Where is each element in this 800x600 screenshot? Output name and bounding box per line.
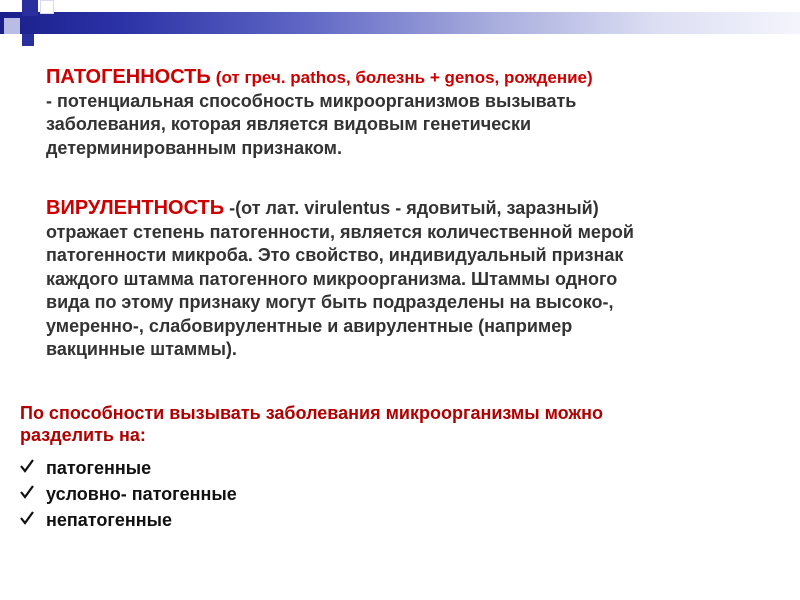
virulence-line-2: патогенности микроба. Это свойство, индивидуальный признак	[46, 245, 624, 265]
list-item	[20, 455, 237, 481]
classification-intro-line-1: По способности вызывать заболевания микроорганизмы можно	[20, 403, 604, 423]
virulence-line-1: отражает степень патогенности, является количественной мерой	[46, 221, 634, 242]
pathogenicity-term: ПАТОГЕННОСТЬ	[46, 66, 211, 88]
header-square-dark	[22, 0, 38, 16]
header-square-white	[40, 0, 54, 14]
pathogenicity-etymology: (от греч. pathos, болезнь + genos, рождение)	[215, 68, 593, 87]
list-item-label: патогенные	[46, 458, 152, 478]
pathogenicity-heading-line	[46, 66, 786, 90]
header-gradient-bar	[0, 12, 800, 34]
virulence-definition	[46, 197, 786, 362]
checkmark-bullet-icon	[20, 484, 34, 500]
list-item-label: условно- патогенные	[46, 484, 237, 504]
virulence-line-6: вакцинные штаммы).	[46, 339, 237, 359]
virulence-line-5: умеренно-, слабовирулентные и авирулентные (например	[46, 315, 573, 336]
virulence-line-3: каждого штамма патогенного микроорганизма. Штаммы одного	[46, 268, 618, 289]
header-square-light	[4, 18, 20, 34]
virulence-term: ВИРУЛЕНТНОСТЬ	[46, 197, 225, 219]
checkmark-bullet-icon	[20, 510, 34, 526]
pathogenicity-line-3: детерминированным признаком.	[46, 137, 342, 158]
list-item	[20, 507, 237, 533]
classification-intro-line-2: разделить на:	[20, 425, 146, 445]
virulence-line-4: вида по этому признаку могут быть подразделены на высоко-,	[46, 292, 614, 312]
list-item-label: непатогенные	[46, 510, 172, 530]
pathogenicity-definition	[46, 66, 786, 160]
classification-intro	[20, 402, 780, 446]
list-item	[20, 481, 237, 507]
microorganism-category-list	[20, 455, 237, 533]
virulence-etymology: -(от лат. virulentus - ядовитый, заразный)	[229, 198, 599, 218]
virulence-heading-line	[46, 197, 786, 221]
pathogenicity-line-1: - потенциальная способность микроорганизмов вызывать	[46, 90, 577, 111]
checkmark-bullet-icon	[20, 458, 34, 474]
pathogenicity-line-2: заболевания, которая является видовым генетически	[46, 114, 532, 134]
header-square-dark-2	[22, 34, 34, 46]
